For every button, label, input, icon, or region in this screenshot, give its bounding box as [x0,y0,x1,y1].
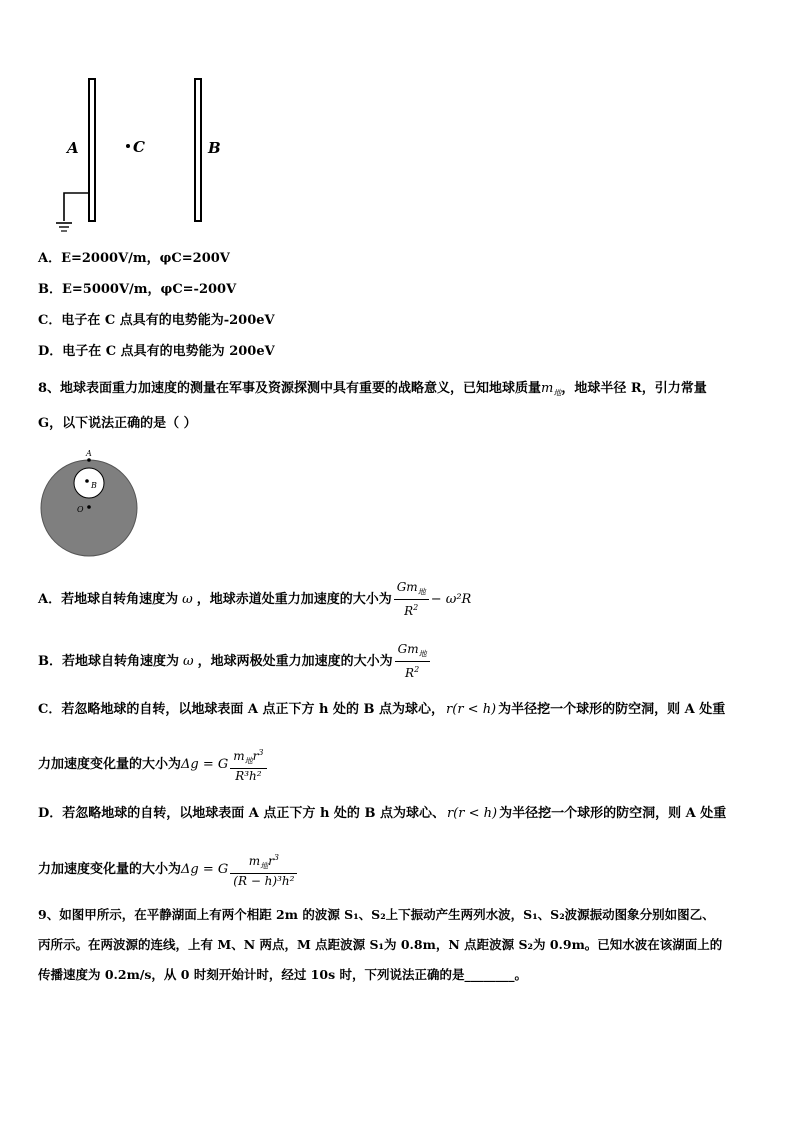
label-b: B [91,481,97,490]
capacitor-figure [50,75,240,245]
label-a: A [86,449,92,458]
q8-option-b: B．若地球自转角速度为 ω ，地球两极处重力加速度的大小为 $\frac{Gm_地}{R^2}$ [38,642,432,681]
q8-option-c-line1: C．若忽略地球的自转，以地球表面 A 点正下方 h 处的 B 点为球心， r(r < h) 为半径挖一个球形的防空洞，则 A 处重 [38,702,726,717]
q9-line1: 9、如图甲所示，在平静湖面上有两个相距 2m 的波源 S₁、S₂上下振动产生两列水波，S₁、S₂波源振动图象分别如图乙、 [38,907,715,922]
minus-omega-r: − ω²R [430,592,472,608]
omega-symbol: ω [182,592,193,608]
point-o-dot [87,505,91,509]
q7-option-d: D．电子在 C 点具有的电势能为 200eV [38,344,275,359]
label-b: B [208,139,221,157]
q9-line3: 传播速度为 0.2m/s，从 0 时刻开始计时，经过 10s 时，下列说法正确的是________。 [38,967,527,982]
delta-g: Δg = G [181,757,229,773]
q8-option-d-line2: 力加速度变化量的大小为Δg = G $\frac{m_地r^3}{\text{(R − h)³h²}}$ [38,850,299,889]
q8-stem-1a: 8、地球表面重力加速度的测量在军事及资源探测中具有重要的战略意义，已知地球质量 [38,381,542,396]
cavity-circle [74,468,104,498]
r-condition: r(r < h) [446,702,497,717]
q7-option-c: C．电子在 C 点具有的电势能为-200eV [38,313,275,328]
fraction-c: $\frac{m_地r^3}{\text{R³h²}}$ [230,745,266,784]
q8-stem-line1 [38,380,707,403]
q9-line2: 丙所示。在两波源的连线，上有 M、N 两点，M 点距波源 S₁为 0.8m，N 点距波源 S₂为 0.9m。已知水波在该湖面上的 [38,937,723,952]
point-c-dot [126,144,130,148]
ground-wire [64,193,89,221]
point-b-dot [85,479,89,483]
q8-stem-1b: ，地球半径 R，引力常量 [561,381,707,396]
q7-option-a: A．E=2000V/m，φC=200V [38,251,230,266]
delta-g: Δg = G [181,862,229,878]
q8-option-d-line1: D．若忽略地球的自转，以地球表面 A 点正下方 h 处的 B 点为球心、 r(r < h) 为半径挖一个球形的防空洞，则 A 处重 [38,806,727,821]
label-c: C [133,138,145,156]
earth-cavity-figure [38,446,142,558]
label-a: A [67,139,79,157]
label-o: O [77,505,84,514]
q8-stem-line2: G，以下说法正确的是（ ） [38,416,197,431]
fraction-gm-r2: $\frac{Gm_地}{R^2}$ [395,642,430,681]
plate-a [89,79,95,221]
q8-option-a: A．若地球自转角速度为 ω ，地球赤道处重力加速度的大小为 $\frac{Gm_地}{R^2}$ − ω²R [38,580,472,619]
fraction-d: $\frac{m_地r^3}{\text{(R − h)³h²}}$ [230,850,297,889]
q8-option-c-line2: 力加速度变化量的大小为Δg = G $\frac{m_地r^3}{\text{R³h²}}$ [38,745,269,784]
point-a-dot [87,458,91,462]
q7-option-b: B．E=5000V/m，φC=-200V [38,282,237,297]
omega-symbol: ω [183,654,194,670]
fraction-gm-r2: $\frac{Gm_地}{R^2}$ [394,580,429,619]
r-condition: r(r < h) [446,806,498,821]
m-earth: $m_地$ [541,381,562,398]
plate-b [195,79,201,221]
